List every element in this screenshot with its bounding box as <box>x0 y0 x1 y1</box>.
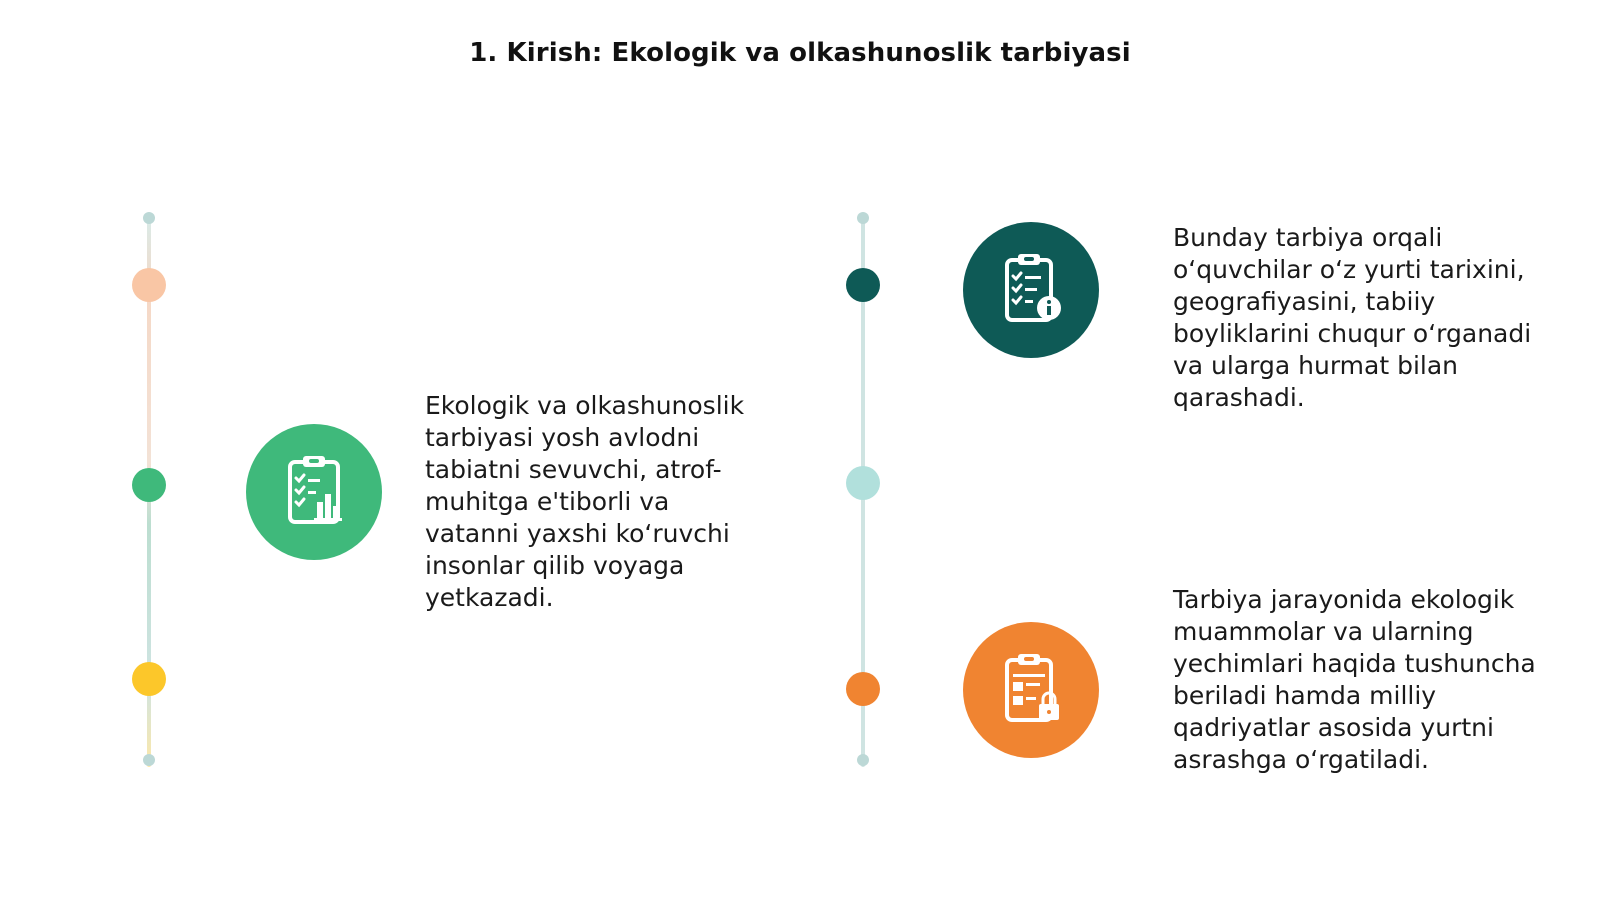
item-text: Bunday tarbiya orqali oʻquvchilar oʻz yurti tarixini, geografiyasini, tabiiy boyliklarini chuqur oʻrganadi va ularga hurmat bilan qarashadi. <box>1173 223 1532 412</box>
timeline-dot-yellow <box>132 662 166 696</box>
timeline-dot-orange <box>846 672 880 706</box>
clipboard-info-icon <box>991 248 1071 333</box>
timeline-dot-teal <box>846 268 880 302</box>
timeline-dot-peach <box>132 268 166 302</box>
item-text: Tarbiya jarayonida ekologik muammolar va ularning yechimlari haqida tushuncha beriladi hamda milliy qadriyatlar asosida yurtni asrashga oʻrgatiladi. <box>1173 585 1536 774</box>
icon-circle-teal <box>963 222 1099 358</box>
timeline-start-cap <box>143 212 155 224</box>
page-title: 1. Kirish: Ekologik va olkashunoslik tarbiyasi <box>469 38 1131 68</box>
timeline-dot-green <box>132 468 166 502</box>
timeline-end-cap <box>857 754 869 766</box>
timeline-start-cap <box>857 212 869 224</box>
clipboard-chart-icon <box>274 450 354 535</box>
timeline-dot-mint <box>846 466 880 500</box>
timeline-end-cap <box>143 754 155 766</box>
icon-circle-orange <box>963 622 1099 758</box>
item-text: Ekologik va olkashunoslik tarbiyasi yosh avlodni tabiatni sevuvchi, atrof-muhitga e'tiborli va vatanni yaxshi koʻruvchi insonlar qilib voyaga yetkazadi. <box>425 391 745 612</box>
icon-circle-green <box>246 424 382 560</box>
clipboard-lock-icon <box>991 648 1071 733</box>
